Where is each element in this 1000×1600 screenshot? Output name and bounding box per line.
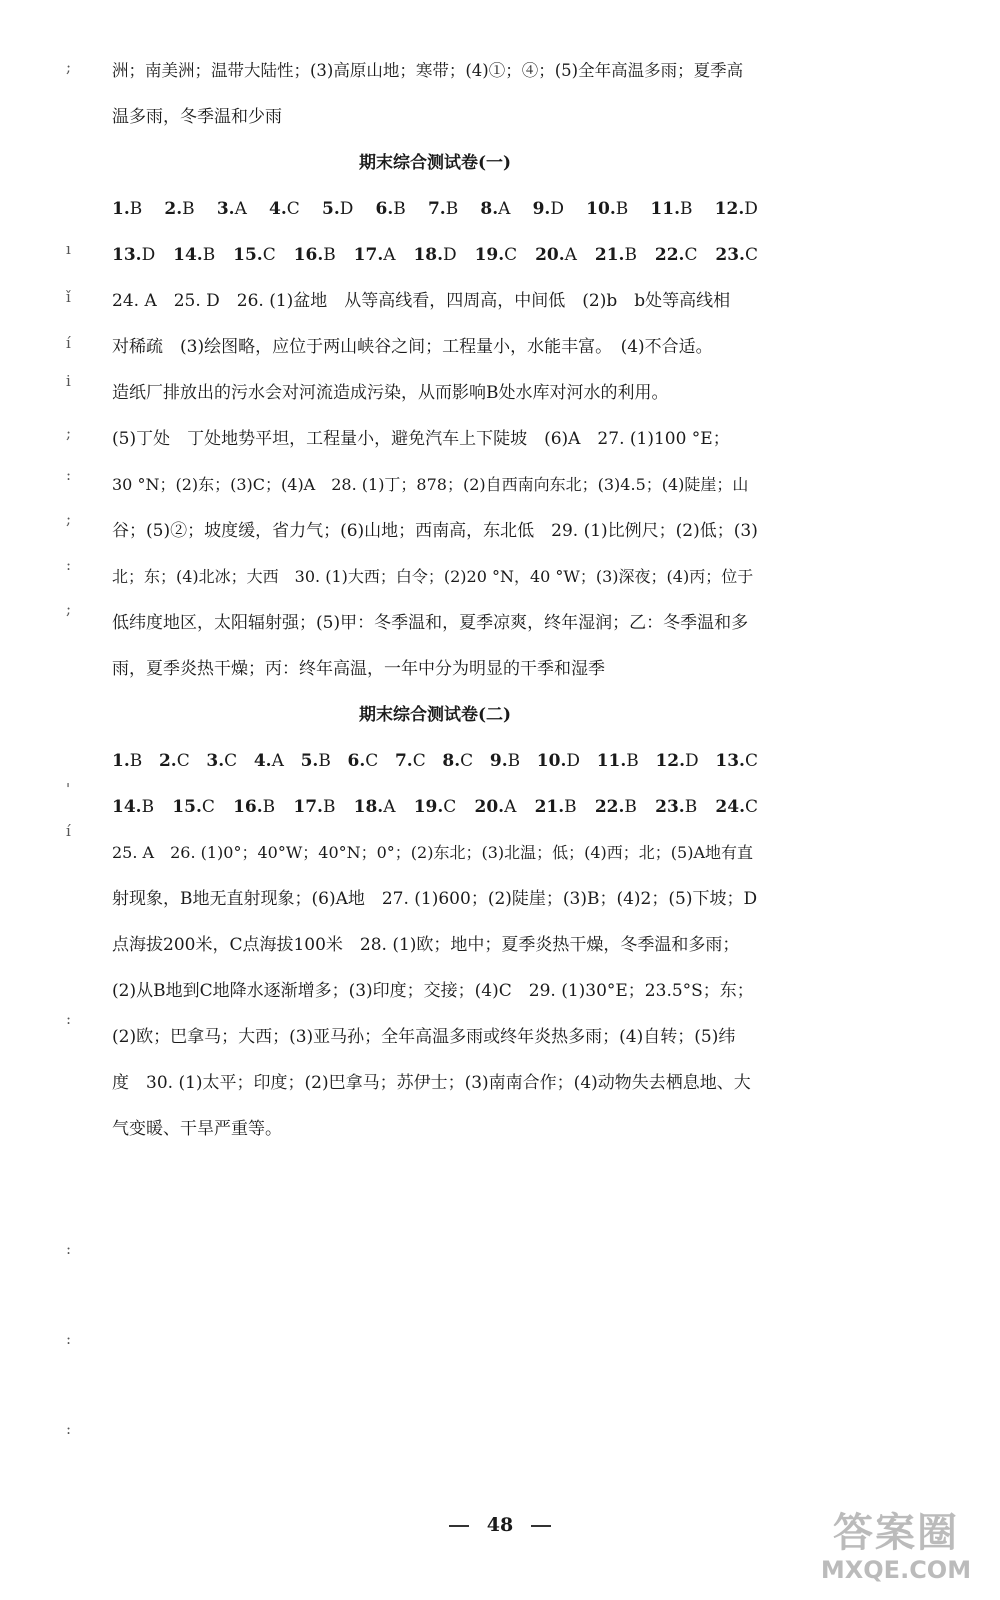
question-number: 11. (650, 199, 680, 219)
question-number: 14. (173, 245, 203, 265)
answer-choice: A (383, 797, 396, 817)
question-number: 15. (172, 797, 202, 817)
question-number: 18. (353, 797, 384, 817)
binding-margin-marks: ; ı ǐ í i ; : ; : ; ' í : : : : (66, 58, 72, 1438)
explanation-line: 雨，夏季炎热干燥；丙：终年高温，一年中分为明显的干季和湿季 (112, 659, 605, 679)
answer-choice: A (564, 245, 577, 265)
explanation-line: 造纸厂排放出的污水会对河流造成污染，从而影响B处水库对河水的利用。 (112, 383, 669, 403)
answer-item (480, 186, 510, 232)
question-number: 14. (112, 797, 142, 817)
answer-item (595, 784, 637, 830)
answer-item (597, 738, 639, 784)
answer-item (354, 232, 396, 278)
exam2-explanations (112, 830, 758, 1152)
intro-line-2: 温多雨，冬季温和少雨 (112, 107, 282, 127)
answer-choice: B (615, 199, 629, 219)
exam1-explanations (112, 278, 758, 692)
answer-choice: B (684, 797, 698, 817)
answer-choice: B (202, 245, 216, 265)
answer-choice: B (141, 797, 155, 817)
question-number: 4. (269, 199, 287, 219)
answer-choice: C (684, 245, 698, 265)
question-number: 17. (293, 797, 323, 817)
question-number: 2. (164, 199, 183, 219)
answer-key-content (112, 48, 758, 1152)
answer-item (533, 186, 564, 232)
question-number: 6. (347, 751, 366, 771)
answer-choice: B (182, 199, 195, 219)
question-number: 10. (586, 199, 616, 219)
answer-item (442, 738, 473, 784)
question-number: 18. (413, 245, 444, 265)
intro-section (112, 48, 758, 140)
answer-choice: B (624, 245, 637, 265)
answer-choice: B (318, 751, 331, 771)
answer-item (535, 232, 577, 278)
exam1-title: 期末综合测试卷(一) (358, 153, 512, 173)
answer-item (254, 738, 284, 784)
explanation-line: (2)欧；巴拿马；大西；(3)亚马孙；全年高温多雨或终年炎热多雨；(4)自转；(5)纬 (112, 1027, 736, 1047)
answer-item (354, 784, 396, 830)
explanation-line: 25. A 26. (1)0°；40°W；40°N；0°；(2)东北；(3)北温；低；(4)西；北；(5)A地有直 (112, 843, 754, 862)
page-number: 48 (486, 1514, 514, 1536)
answer-item (206, 738, 237, 784)
explanation-line: 30 °N；(2)东；(3)C；(4)A 28. (1)丁；878；(2)自西南向东北；(3)4.5；(4)陡崖；山 (112, 475, 749, 494)
question-number: 21. (594, 245, 625, 265)
exam2-answer-grid (112, 738, 758, 830)
question-number: 19. (413, 797, 444, 817)
answer-item (537, 738, 580, 784)
question-number: 13. (112, 245, 142, 265)
answer-item (301, 738, 331, 784)
answer-item (715, 784, 758, 830)
answer-choice: B (262, 797, 276, 817)
footer-dash-left (449, 1525, 469, 1527)
answer-choice: D (141, 245, 156, 265)
question-number: 7. (394, 751, 413, 771)
answer-item (293, 784, 335, 830)
question-number: 9. (489, 751, 508, 771)
answer-item (348, 738, 379, 784)
answer-choice: D (339, 199, 354, 219)
answer-item (112, 738, 142, 784)
answer-choice: C (443, 797, 457, 817)
answer-choice: C (744, 797, 758, 817)
answer-item (112, 186, 142, 232)
answer-choice: B (624, 797, 637, 817)
answer-item (395, 738, 426, 784)
explanation-line: (2)从B地到C地降水逐渐增多；(3)印度；交接；(4)C 29. (1)30°E；23.5°S；东； (112, 981, 754, 1001)
explanation-line: 度 30. (1)太平；印度；(2)巴拿马；苏伊士；(3)南南合作；(4)动物失去栖息地、大 (112, 1073, 751, 1093)
answer-item (655, 738, 698, 784)
answer-row (112, 186, 758, 232)
question-number: 7. (427, 199, 446, 219)
question-number: 16. (293, 245, 324, 265)
question-number: 11. (596, 751, 627, 771)
answer-choice: C (262, 245, 276, 265)
answer-choice: D (443, 245, 457, 265)
question-number: 12. (714, 199, 745, 219)
explanation-line: 对稀疏 (3)绘图略，应位于两山峡谷之间；工程量小，水能丰富。 (4)不合适。 (112, 337, 713, 357)
question-number: 3. (206, 751, 225, 771)
answer-item (233, 784, 275, 830)
question-number: 1. (112, 199, 130, 219)
answer-choice: D (566, 751, 581, 771)
explanation-line: 谷；(5)②；坡度缓，省力气；(6)山地；西南高，东北低 29. (1)比例尺；(2)低；(3) (112, 521, 758, 541)
question-number: 16. (233, 797, 263, 817)
answer-row (112, 232, 758, 278)
answer-choice: C (176, 751, 190, 771)
exam1-answer-grid (112, 186, 758, 278)
answer-item (159, 738, 190, 784)
answer-item (217, 186, 247, 232)
answer-choice: C (201, 797, 215, 817)
question-number: 24. (715, 797, 745, 817)
question-number: 9. (532, 199, 551, 219)
question-number: 3. (216, 199, 235, 219)
answer-choice: A (498, 199, 511, 219)
answer-item (586, 186, 628, 232)
answer-row (112, 784, 758, 830)
answer-item (322, 186, 353, 232)
explanation-line: (5)丁处 丁处地势平坦，工程量小，避免汽车上下陡坡 (6)A 27. (1)100 °E； (112, 429, 730, 449)
answer-item (172, 784, 215, 830)
answer-item (233, 232, 276, 278)
answer-choice: B (564, 797, 577, 817)
answer-choice: C (365, 751, 379, 771)
answer-choice: B (626, 751, 639, 771)
question-number: 23. (715, 245, 745, 265)
question-number: 22. (654, 245, 685, 265)
question-number: 8. (442, 751, 461, 771)
answer-choice: B (323, 245, 336, 265)
answer-choice: B (679, 199, 693, 219)
answer-item (715, 186, 758, 232)
question-number: 22. (594, 797, 625, 817)
answer-item (715, 232, 758, 278)
answer-choice: C (504, 245, 518, 265)
answer-item (490, 738, 520, 784)
answer-choice: C (286, 199, 300, 219)
explanation-line: 低纬度地区，太阳辐射强；(5)甲：冬季温和，夏季凉爽，终年湿润；乙：冬季温和多 (112, 613, 749, 633)
question-number: 15. (233, 245, 263, 265)
answer-item (715, 738, 758, 784)
answer-item (269, 186, 300, 232)
answer-item (112, 784, 154, 830)
exam2-section (112, 692, 758, 1152)
answer-choice: B (322, 797, 336, 817)
answer-choice: A (383, 245, 396, 265)
answer-item (428, 186, 458, 232)
exam2-title: 期末综合测试卷(二) (358, 705, 512, 725)
answer-item (475, 784, 517, 830)
question-number: 1. (112, 751, 130, 771)
question-number: 5. (300, 751, 319, 771)
answer-choice: D (550, 199, 564, 219)
watermark-logo-text: 答案圈 (833, 1509, 959, 1556)
answer-item (595, 232, 637, 278)
explanation-line: 射现象，B地无直射现象；(6)A地 27. (1)600；(2)陡崖；(3)B；(4)2；(5)下坡；D (112, 889, 758, 909)
question-number: 13. (715, 751, 745, 771)
answer-choice: C (224, 751, 238, 771)
explanation-line: 24. A 25. D 26. (1)盆地 从等高线看，四周高，中间低 (2)b b处等高线相 (112, 291, 731, 311)
watermark-url: MXQE.COM (820, 1556, 972, 1584)
answer-choice: C (744, 245, 758, 265)
answer-choice: A (504, 797, 517, 817)
answer-choice: D (685, 751, 699, 771)
question-number: 12. (655, 751, 686, 771)
answer-choice: C (744, 751, 758, 771)
question-number: 6. (375, 199, 394, 219)
explanation-line: 点海拔200米，C点海拔100米 28. (1)欧；地中；夏季炎热干燥，冬季温和多雨； (112, 935, 740, 955)
question-number: 17. (353, 245, 384, 265)
answer-choice: C (412, 751, 426, 771)
answer-item (112, 232, 155, 278)
answer-item (376, 186, 406, 232)
answer-choice: A (234, 199, 247, 219)
explanation-line: 北；东；(4)北冰；大西 30. (1)大西；白令；(2)20 °N，40 °W；(3)深夜；(4)丙；位于 (112, 567, 754, 586)
answer-choice: B (129, 199, 143, 219)
question-number: 23. (655, 797, 685, 817)
question-number: 5. (321, 199, 340, 219)
question-number: 2. (158, 751, 177, 771)
answer-item (535, 784, 577, 830)
question-number: 20. (474, 797, 505, 817)
footer-dash-right (531, 1525, 551, 1527)
intro-line-1: 洲；南美洲；温带大陆性；(3)高原山地；寒带；(4)①；④；(5)全年高温多雨；夏季高 (112, 61, 744, 80)
answer-choice: B (129, 751, 143, 771)
question-number: 21. (534, 797, 565, 817)
answer-item (655, 784, 697, 830)
answer-choice: B (445, 199, 459, 219)
answer-item (294, 232, 336, 278)
question-number: 10. (536, 751, 567, 771)
question-number: 8. (480, 199, 499, 219)
answer-item (655, 232, 698, 278)
answer-item (173, 232, 215, 278)
answer-item (650, 186, 692, 232)
answer-choice: A (271, 751, 284, 771)
answer-choice: B (507, 751, 521, 771)
exam1-section (112, 140, 758, 692)
explanation-line: 气变暖、干旱严重等。 (112, 1119, 282, 1139)
answer-row (112, 738, 758, 784)
question-number: 4. (253, 751, 272, 771)
answer-item (414, 784, 457, 830)
question-number: 20. (535, 245, 565, 265)
answer-choice: C (460, 751, 474, 771)
question-number: 19. (474, 245, 505, 265)
answer-item (164, 186, 194, 232)
answer-item (413, 232, 456, 278)
answer-choice: D (744, 199, 758, 219)
answer-choice: B (393, 199, 406, 219)
answer-item (475, 232, 518, 278)
site-watermark (806, 1510, 986, 1590)
